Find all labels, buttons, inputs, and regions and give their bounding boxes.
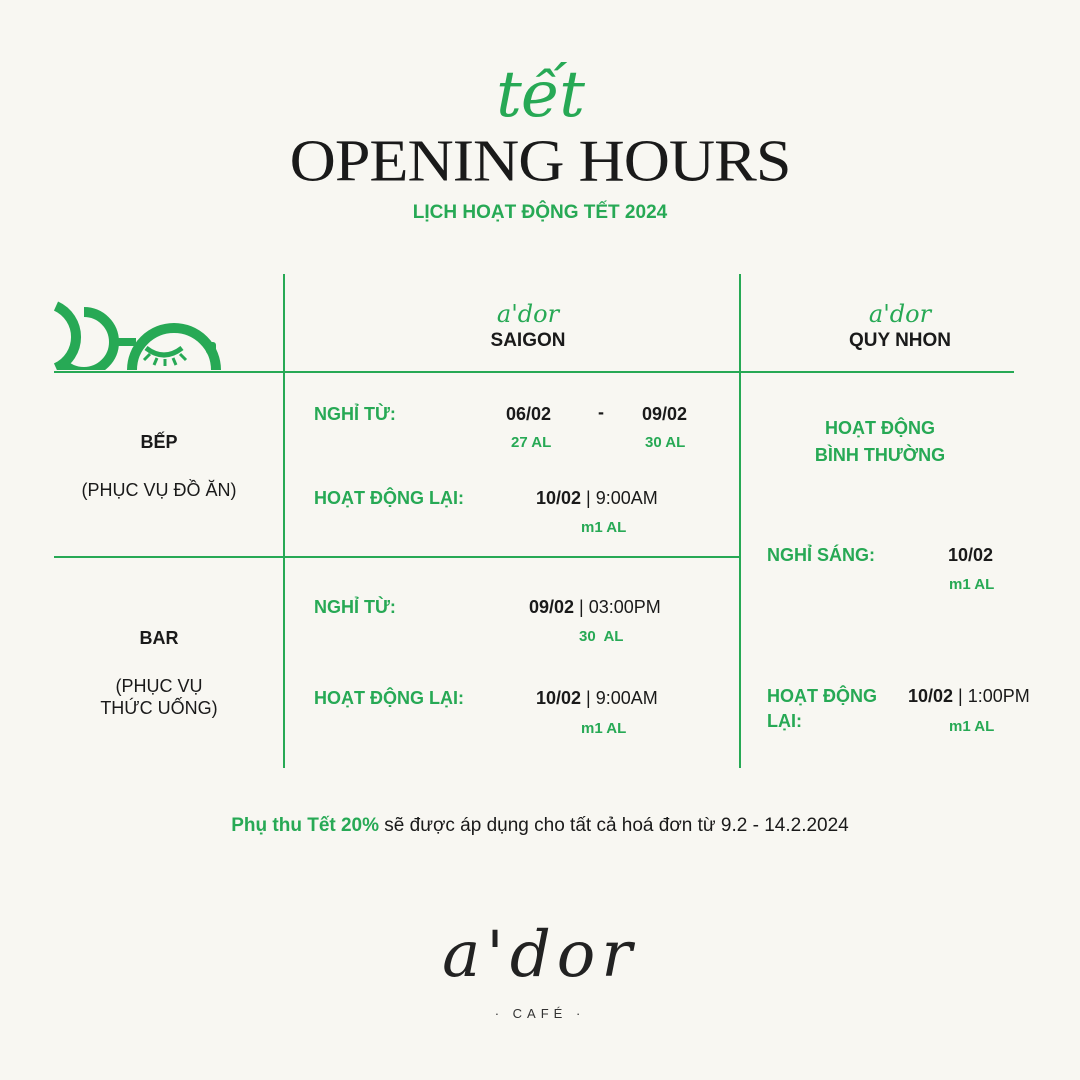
saigon-bep-reopen-hour: | 9:00AM [581, 488, 658, 508]
saigon-bep-reopen-label: HOẠT ĐỘNG LẠI: [314, 488, 464, 508]
quynhon-morning-off-lunar: m1 AL [949, 576, 995, 593]
quynhon-reopen-lunar: m1 AL [949, 718, 995, 735]
saigon-bep-to-lunar: 30 AL [645, 434, 686, 451]
surcharge-highlight: Phụ thu Tết 20% [231, 815, 380, 836]
saigon-bar-closed-hour: | 03:00PM [574, 597, 661, 617]
quynhon-morning-off-date: 10/02 [948, 545, 994, 565]
quynhon-morning-off-label: NGHỈ SÁNG: [767, 545, 875, 565]
quynhon-bep-normal-line1: HOẠT ĐỘNG [825, 418, 935, 438]
date-range-dash: - [598, 402, 604, 422]
brand-logo-cafe: · CAFÉ · [494, 1006, 586, 1021]
saigon-bep-closed-from-date: 06/02 [506, 404, 552, 424]
saigon-bep-closed-label: NGHỈ TỪ: [314, 404, 396, 424]
saigon-bep-closed-to-date: 09/02 [642, 404, 688, 424]
saigon-bar-closed-date: 09/02 [529, 597, 575, 617]
quynhon-reopen-hour: | 1:00PM [953, 686, 1030, 706]
saigon-bep-reopen-date: 10/02 [536, 488, 582, 508]
saigon-bar-closed-label: NGHỈ TỪ: [314, 597, 396, 617]
branch-quynhon: QUY NHON [848, 330, 952, 351]
grid-divider [54, 371, 1014, 373]
row-bar-subtitle-line1: (PHỤC VỤ [115, 676, 203, 696]
surcharge-text: sẽ được áp dụng cho tất cả hoá đơn từ 9.2 - 14.2.2024 [379, 815, 849, 836]
brand-logo: a'dor [442, 918, 638, 992]
grid-divider [739, 274, 741, 768]
sleepy-glasses-mascot-icon [54, 298, 224, 370]
grid-divider [283, 274, 285, 768]
saigon-bep-reopen-lunar: m1 AL [581, 519, 627, 536]
row-bep-subtitle: (PHỤC VỤ ĐỒ ĂN) [81, 480, 237, 500]
page-subtitle: LỊCH HOẠT ĐỘNG TẾT 2024 [412, 202, 668, 223]
quynhon-reopen-time [908, 686, 1030, 707]
row-bep-title: BẾP [140, 432, 178, 452]
saigon-bar-reopen-lunar: m1 AL [581, 720, 627, 737]
saigon-bar-closed-time [529, 597, 661, 618]
saigon-bar-reopen-date: 10/02 [536, 688, 582, 708]
quynhon-reopen-label-line1: HOẠT ĐỘNG [767, 686, 877, 706]
quynhon-reopen-label-line2: LẠI: [767, 711, 802, 731]
surcharge-note [0, 815, 1080, 837]
saigon-bar-reopen-time [536, 688, 658, 709]
quynhon-brand: a'dor [868, 300, 932, 328]
saigon-bep-reopen-time [536, 488, 658, 509]
saigon-bar-closed-lunar: 30 AL [579, 628, 624, 645]
page-title: OPENING HOURS [289, 127, 791, 194]
tet-heading: tết [496, 58, 584, 132]
row-bar-title: BAR [139, 628, 179, 648]
grid-divider [54, 556, 740, 558]
branch-saigon: SAIGON [490, 330, 566, 351]
saigon-bar-reopen-hour: | 9:00AM [581, 688, 658, 708]
saigon-brand: a'dor [496, 300, 560, 328]
saigon-bar-reopen-label: HOẠT ĐỘNG LẠI: [314, 688, 464, 708]
row-bar-subtitle-line2: THỨC UỐNG) [100, 698, 218, 718]
quynhon-bep-normal-line2: BÌNH THƯỜNG [814, 445, 946, 465]
quynhon-reopen-date: 10/02 [908, 686, 954, 706]
saigon-bep-from-lunar: 27 AL [511, 434, 552, 451]
